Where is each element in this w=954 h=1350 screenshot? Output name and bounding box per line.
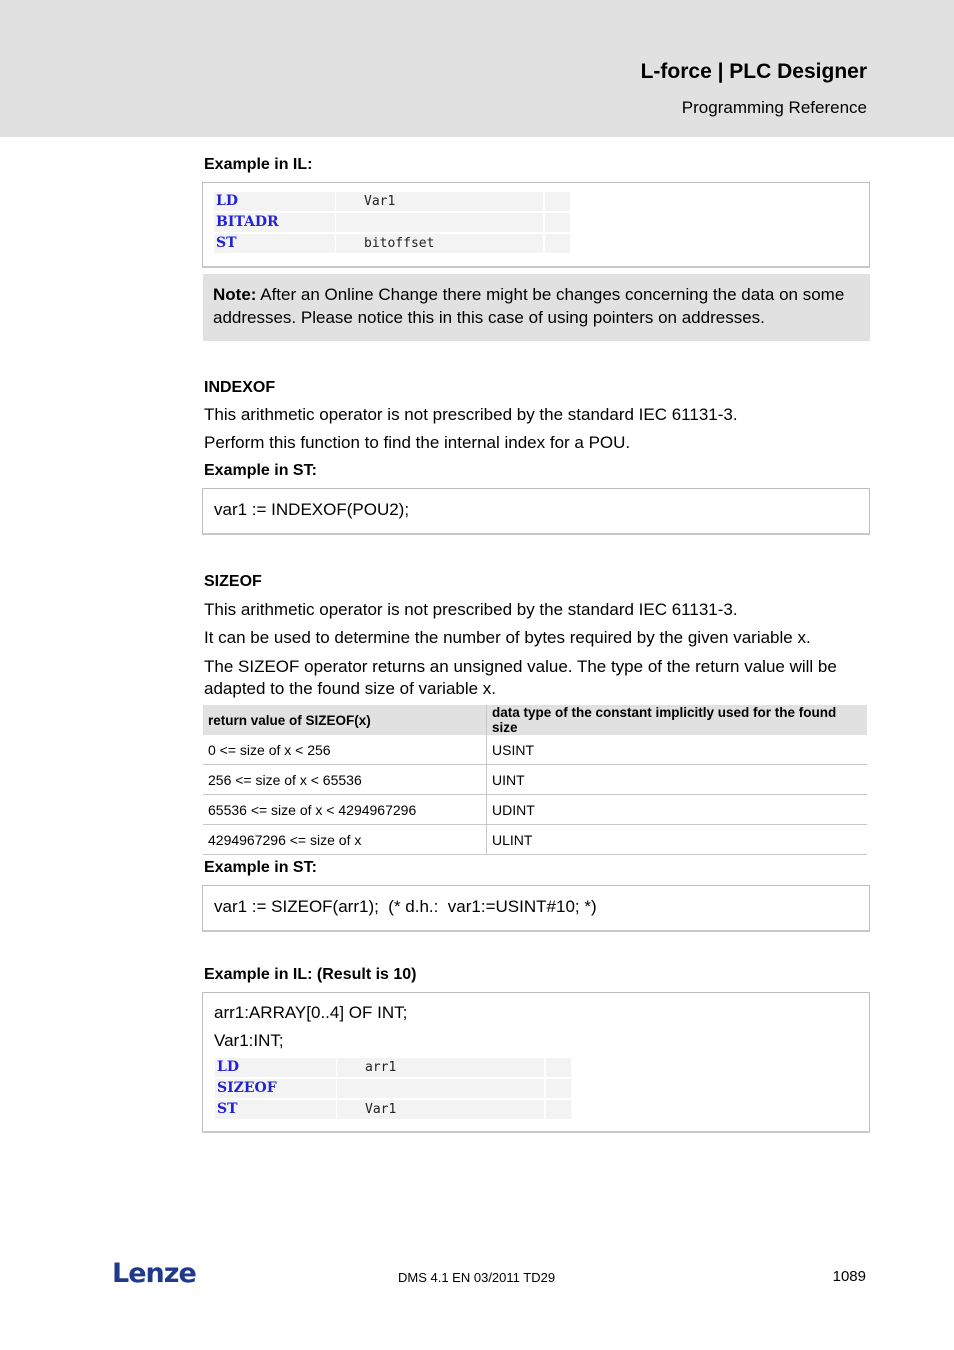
table-header-cell: return value of SIZEOF(x) — [203, 705, 487, 735]
sizeof-heading: SIZEOF — [204, 573, 262, 590]
table-row — [203, 735, 867, 765]
table-row — [203, 795, 867, 825]
table-cell: 256 <= size of x < 65536 — [203, 765, 487, 795]
il-spacer — [546, 1100, 571, 1119]
header-subtitle: Programming Reference — [681, 98, 867, 117]
il-operator: BITADR — [214, 213, 335, 232]
il-spacer — [546, 1058, 571, 1077]
note-text: After an Online Change there might be changes concerning the data on some addresses. Please notice this in this case of using pointers on addresses. — [213, 285, 845, 327]
sizeof-example-il-label: Example in IL: (Result is 10) — [204, 966, 417, 983]
lenze-logo: Lenze — [112, 1258, 196, 1289]
page-number: 1089 — [832, 1268, 866, 1285]
sizeof-st-code-box — [202, 885, 870, 932]
table-cell: 65536 <= size of x < 4294967296 — [203, 795, 487, 825]
il-operator: ST — [215, 1100, 336, 1119]
indexof-heading: INDEXOF — [204, 379, 276, 396]
sizeof-il-code-box — [202, 992, 870, 1133]
sizeof-il-code-line1: arr1:ARRAY[0..4] OF INT; — [214, 1003, 408, 1022]
table-cell: UINT — [487, 765, 868, 795]
table-cell: ULINT — [487, 825, 868, 855]
sizeof-line2: It can be used to determine the number of bytes required by the given variable x. — [204, 628, 811, 647]
sizeof-il-code-line2: Var1:INT; — [214, 1031, 284, 1050]
indexof-code: var1 := INDEXOF(POU2); — [214, 500, 410, 519]
table-header-cell: data type of the constant implicitly used for the found size — [487, 705, 868, 735]
table-row — [203, 765, 867, 795]
table-cell: USINT — [487, 735, 868, 765]
indexof-example-label: Example in ST: — [204, 462, 317, 479]
sizeof-line3: The SIZEOF operator returns an unsigned value. The type of the return value will be adapted to the found size of variable x. — [204, 657, 837, 698]
example-il-label: Example in IL: — [204, 156, 313, 173]
il-operand — [336, 213, 543, 232]
table-header-row — [203, 705, 867, 735]
il-operand: Var1 — [337, 1100, 544, 1119]
il-operand: Var1 — [336, 192, 543, 211]
table-row — [203, 825, 867, 855]
il-operator: SIZEOF — [215, 1079, 336, 1098]
indexof-line1: This arithmetic operator is not prescribed by the standard IEC 61131-3. — [204, 405, 738, 424]
il-operand: arr1 — [337, 1058, 544, 1077]
indexof-code-box — [202, 488, 870, 535]
note-label: Note: — [213, 285, 257, 304]
il-spacer — [545, 213, 570, 232]
il-operator: LD — [214, 192, 335, 211]
footer-doc-id: DMS 4.1 EN 03/2011 TD29 — [398, 1270, 556, 1285]
sizeof-st-code: var1 := SIZEOF(arr1); (* d.h.: var1:=USINT#10; *) — [214, 897, 597, 916]
header-title: L-force | PLC Designer — [640, 60, 867, 83]
sizeof-line1: This arithmetic operator is not prescribed by the standard IEC 61131-3. — [204, 600, 738, 619]
table-cell: 0 <= size of x < 256 — [203, 735, 487, 765]
il-operand: bitoffset — [336, 234, 543, 253]
table-cell: 4294967296 <= size of x — [203, 825, 487, 855]
note-box — [203, 274, 870, 341]
il-spacer — [545, 234, 570, 253]
il-operator: LD — [215, 1058, 336, 1077]
il-code-box — [202, 182, 870, 268]
il-spacer — [546, 1079, 571, 1098]
il-operator: ST — [214, 234, 335, 253]
indexof-line2: Perform this function to find the internal index for a POU. — [204, 433, 631, 452]
il-operand — [337, 1079, 544, 1098]
sizeof-example-st-label: Example in ST: — [204, 859, 317, 876]
page-header — [0, 0, 954, 137]
table-cell: UDINT — [487, 795, 868, 825]
sizeof-table — [203, 705, 867, 855]
il-spacer — [545, 192, 570, 211]
